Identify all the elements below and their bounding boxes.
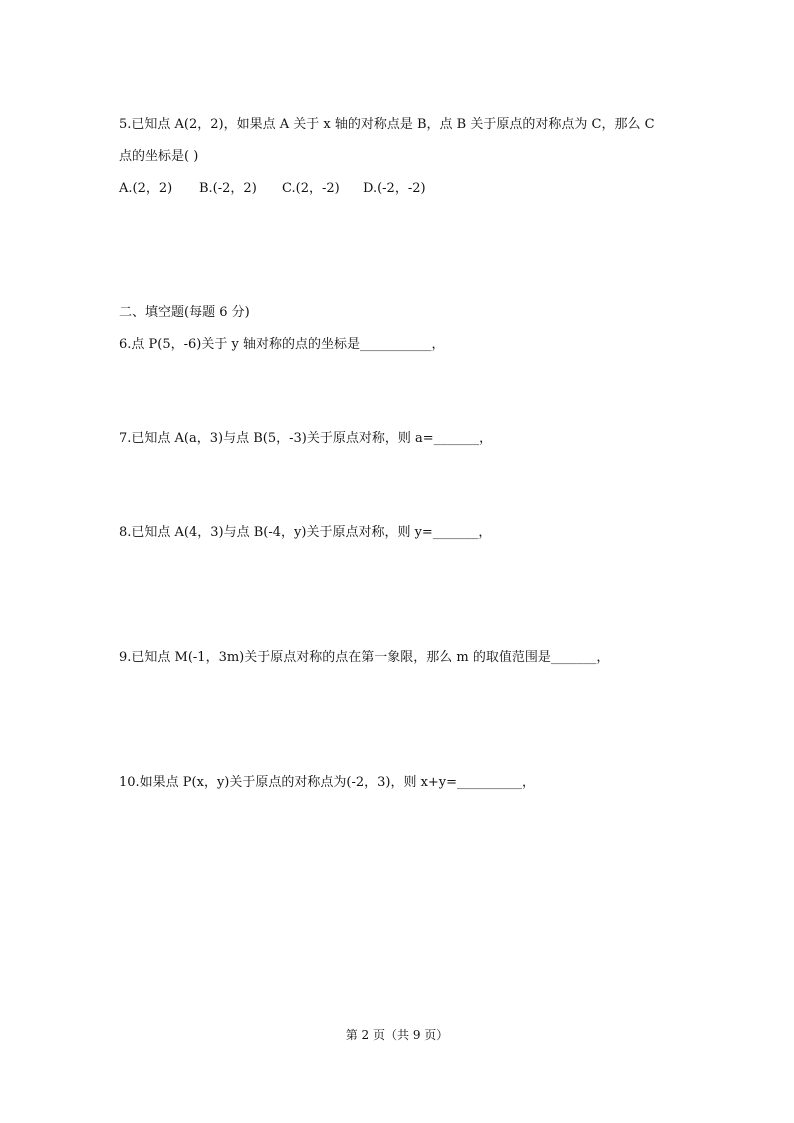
section-heading: 二、填空题(每题 6 分) xyxy=(119,305,250,320)
option-a: A.(2，2) xyxy=(119,181,173,196)
question-5-options xyxy=(119,177,426,196)
page-footer: 第 2 页（共 9 页） xyxy=(345,1028,449,1042)
question-6: 6.点 P(5，-6)关于 y 轴对称的点的坐标是___________， xyxy=(119,337,445,352)
question-9: 9.已知点 M(-1，3m)关于原点对称的点在第一象限，那么 m 的取值范围是_______， xyxy=(119,650,610,665)
question-8: 8.已知点 A(4，3)与点 B(-4，y)关于原点对称，则 y=_______， xyxy=(119,525,492,540)
question-5-line-2: 点的坐标是( ) xyxy=(119,149,199,164)
question-10: 10.如果点 P(x，y)关于原点的对称点为(-2，3)，则 x+y=__________， xyxy=(119,775,536,790)
question-7: 7.已知点 A(a，3)与点 B(5，-3)关于原点对称，则 a=_______， xyxy=(119,431,493,446)
option-c: C.(2，-2) xyxy=(282,181,340,196)
question-5-line-1: 5.已知点 A(2，2)，如果点 A 关于 x 轴的对称点是 B，点 B 关于原点的对称点为 C，那么 C xyxy=(119,117,655,132)
option-d: D.(-2，-2) xyxy=(363,181,426,196)
option-b: B.(-2，2) xyxy=(199,181,257,196)
